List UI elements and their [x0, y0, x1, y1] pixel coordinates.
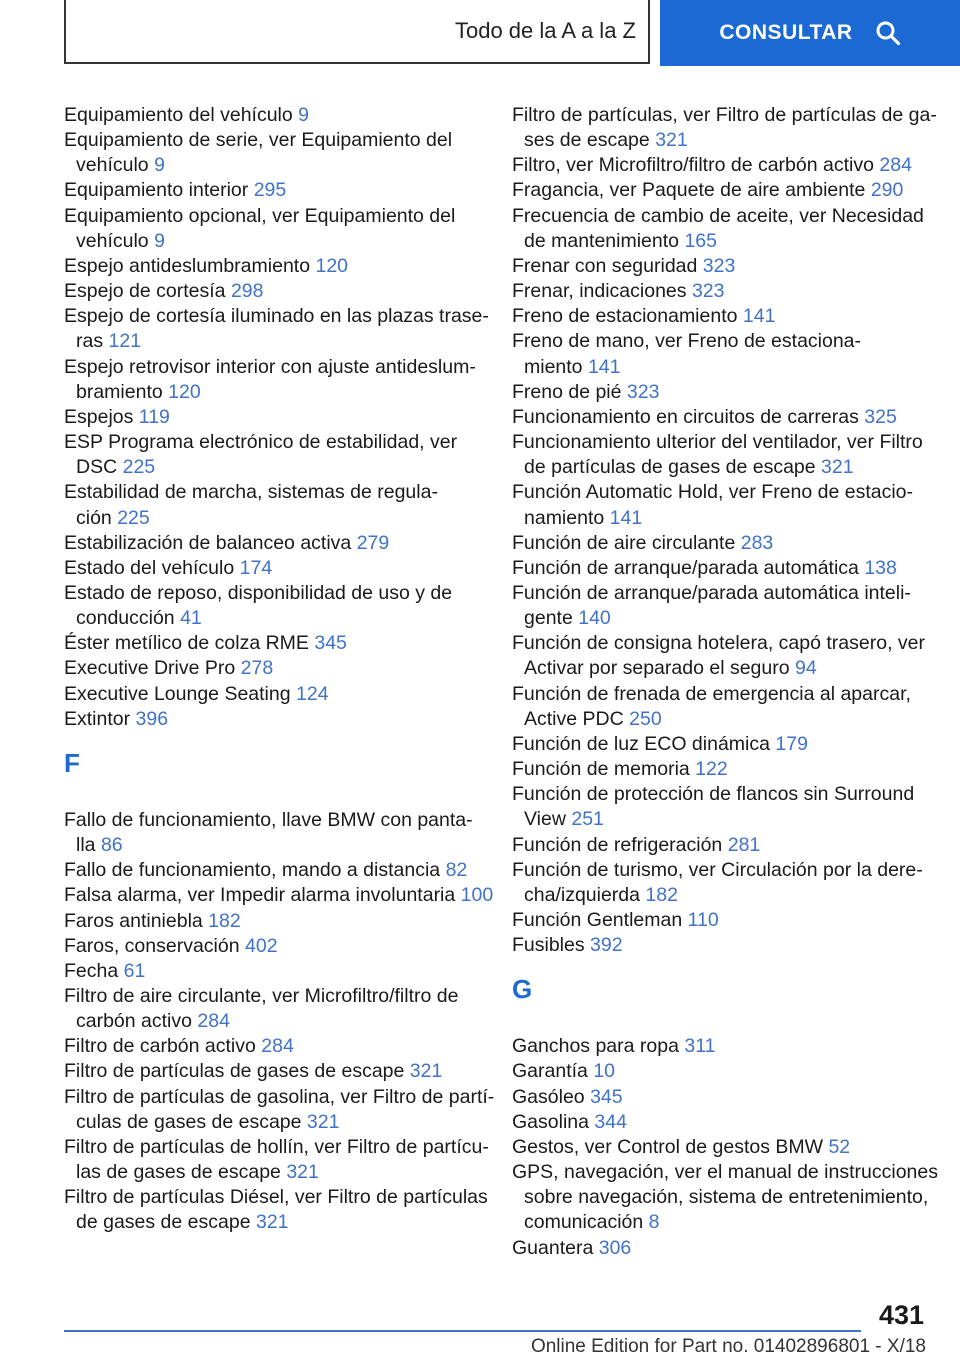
page-reference-link[interactable]: 290	[870, 179, 904, 202]
entry-term: Equipamiento interior	[64, 179, 249, 202]
entry-term: Estado del vehículo	[64, 556, 235, 579]
tab-consult-label: CONSULTAR	[719, 21, 853, 44]
entry-term: Espejo retrovisor interior con ajuste antideslum-	[64, 355, 476, 378]
index-entry	[64, 1135, 489, 1185]
entry-term: Función de memoria	[512, 758, 690, 781]
index-entry	[512, 329, 930, 379]
entry-term: Función de frenada de emergencia al aparcar,	[512, 682, 911, 705]
page-reference-link[interactable]: 174	[239, 556, 273, 579]
page-reference-link[interactable]: 179	[775, 732, 808, 755]
entry-continuation: conducción	[76, 607, 175, 630]
entry-term: Filtro de partículas de hollín, ver Filtro de partícu-	[64, 1135, 489, 1158]
entry-term: Espejo de cortesía iluminado en las plazas trase-	[64, 305, 489, 328]
entry-term: Ganchos para ropa	[512, 1035, 679, 1058]
page-reference-link[interactable]: 392	[590, 934, 623, 957]
entry-term: Faros antiniebla	[64, 909, 203, 932]
page-reference-link[interactable]: 120	[315, 254, 349, 277]
index-entry	[64, 883, 494, 908]
search-icon	[875, 20, 901, 46]
index-entry	[64, 581, 484, 631]
entry-continuation: ras	[76, 330, 104, 353]
entry-term: Estado de reposo, disponibilidad de uso y de	[64, 581, 453, 604]
page-reference-link[interactable]: 182	[208, 909, 241, 932]
entry-term: Función Gentleman	[512, 909, 683, 931]
entry-continuation: cha/izquierda	[524, 883, 640, 906]
page-reference-link[interactable]: 124	[296, 682, 329, 705]
entry-term: Espejos	[64, 405, 134, 428]
index-entry	[64, 128, 484, 178]
page-number: 431	[878, 1300, 924, 1330]
page-reference-link[interactable]: 284	[879, 154, 912, 177]
index-entry	[512, 1059, 930, 1084]
entry-continuation: View	[524, 808, 566, 831]
page-reference-link[interactable]: 41	[180, 607, 202, 630]
page-reference-link[interactable]: 61	[123, 959, 146, 982]
entry-term: Filtro de partículas de gases de escape	[64, 1060, 405, 1083]
entry-term: Gestos, ver Control de gestos BMW	[512, 1135, 824, 1158]
index-entry	[64, 204, 484, 254]
page-reference-link[interactable]: 321	[655, 129, 688, 152]
entry-term: Función de consigna hotelera, capó trasero, ver	[512, 632, 925, 655]
index-entry	[512, 304, 930, 329]
page-reference-link[interactable]: 295	[253, 179, 287, 202]
index-entry	[64, 984, 484, 1034]
page-reference-link[interactable]: 10	[593, 1060, 616, 1083]
entry-term: Freno de mano, ver Freno de estaciona-	[512, 330, 862, 353]
entry-term: Fallo de funcionamiento, llave BMW con panta-	[64, 808, 473, 831]
entry-continuation: de gases de escape	[76, 1211, 251, 1234]
index-entry	[512, 430, 930, 480]
page-reference-link[interactable]: 225	[122, 456, 156, 479]
entry-term: Filtro de aire circulante, ver Microfiltro/filtro de	[64, 985, 459, 1007]
entry-term: Función de turismo, ver Circulación por la dere-	[512, 858, 923, 881]
entry-continuation: Activar por separado el seguro	[524, 657, 790, 680]
page-reference-link[interactable]: 321	[255, 1211, 289, 1234]
entry-continuation: bramiento	[76, 380, 163, 403]
index-entry	[512, 153, 930, 178]
entry-term: Equipamiento opcional, ver Equipamiento del	[64, 204, 456, 227]
page-reference-link[interactable]: 284	[261, 1035, 294, 1058]
index-entry	[64, 254, 484, 279]
entry-continuation: carbón activo	[76, 1010, 192, 1033]
index-entry	[512, 254, 930, 279]
entry-continuation: vehículo	[76, 154, 149, 177]
page-reference-link[interactable]: 278	[240, 657, 274, 680]
entry-term: Espejo antideslumbramiento	[64, 254, 311, 277]
entry-continuation: culas de gases de escape	[76, 1110, 302, 1133]
entry-term: Función de protección de flancos sin Surround	[512, 783, 915, 806]
entry-continuation: ses de escape	[524, 129, 650, 152]
page-reference-link[interactable]: 52	[828, 1135, 851, 1158]
index-entry	[64, 682, 484, 707]
page-reference-link[interactable]: 321	[306, 1110, 340, 1133]
index-entry	[512, 757, 930, 782]
index-entry	[512, 908, 930, 933]
page-reference-link[interactable]: 86	[100, 834, 123, 857]
entry-continuation: las de gases de escape	[76, 1161, 281, 1184]
section-letter: G	[512, 974, 533, 1005]
entry-continuation: gente	[524, 607, 573, 630]
top-navigation	[0, 0, 960, 66]
index-entry	[64, 1085, 495, 1135]
entry-term: Función Automatic Hold, ver Freno de estacio-	[512, 481, 914, 504]
entry-term: Filtro de partículas Diésel, ver Filtro de partículas	[64, 1186, 488, 1209]
index-entry	[512, 480, 930, 530]
index-entry	[64, 656, 484, 681]
entry-continuation: vehículo	[76, 229, 149, 252]
page-reference-link[interactable]: 323	[691, 280, 725, 303]
entry-term: Garantía	[512, 1060, 588, 1083]
page-reference-link[interactable]: 325	[864, 405, 897, 428]
page-reference-link[interactable]: 165	[684, 229, 717, 252]
page-reference-link[interactable]: 141	[587, 355, 621, 378]
index-entry	[512, 405, 930, 430]
entry-term: Estabilización de balanceo activa	[64, 531, 352, 554]
page-reference-link[interactable]: 306	[598, 1236, 632, 1259]
entry-term: Guantera	[512, 1236, 594, 1259]
page-reference-link[interactable]: 344	[594, 1110, 627, 1133]
entry-continuation: DSC	[76, 456, 118, 479]
entry-continuation: de partículas de gases de escape	[524, 456, 816, 479]
page-reference-link[interactable]: 138	[864, 556, 897, 579]
page-reference-link[interactable]: 321	[409, 1060, 443, 1083]
tab-index-label: Todo de la A a la Z	[454, 18, 636, 43]
index-entry	[64, 556, 484, 581]
entry-term: Filtro de partículas de gasolina, ver Filtro de partí-	[64, 1085, 495, 1108]
index-entry	[512, 782, 930, 832]
page-reference-link[interactable]: 225	[117, 506, 150, 529]
page-reference-link[interactable]: 82	[445, 859, 468, 882]
entry-term: Frenar, indicaciones	[512, 280, 687, 303]
entry-term: Extintor	[64, 707, 131, 730]
entry-term: Fecha	[64, 959, 119, 982]
index-entry	[64, 858, 484, 883]
page-reference-link[interactable]: 141	[742, 305, 776, 328]
index-entry	[64, 304, 489, 354]
index-entry	[64, 1059, 484, 1084]
page-reference-link[interactable]: 321	[286, 1161, 319, 1184]
entry-term: Equipamiento de serie, ver Equipamiento del	[64, 129, 453, 152]
page-reference-link[interactable]: 9	[154, 229, 165, 252]
index-entry	[64, 178, 484, 203]
index-entry	[512, 1110, 930, 1135]
index-entry	[512, 833, 930, 858]
page-reference-link[interactable]: 100	[460, 884, 494, 907]
page-reference-link[interactable]: 9	[154, 154, 165, 177]
page-reference-link[interactable]: 141	[609, 506, 643, 529]
index-entry	[512, 631, 930, 681]
index-entry	[64, 959, 484, 984]
entry-term: Función de aire circulante	[512, 531, 736, 554]
page-reference-link[interactable]: 345	[314, 632, 347, 655]
index-entry	[64, 631, 484, 656]
footer-edition: Online Edition for Part no. 01402896801 - X/18	[530, 1336, 926, 1357]
index-column-right	[512, 103, 938, 1261]
index-entry	[512, 1236, 930, 1261]
entry-continuation: comunicación	[524, 1211, 644, 1234]
index-entry	[512, 204, 930, 254]
tab-consult[interactable]	[660, 0, 960, 66]
index-entry	[512, 682, 930, 732]
index-entry	[512, 1160, 938, 1235]
index-entry	[64, 103, 484, 128]
page-reference-link[interactable]: 9	[298, 104, 310, 126]
entry-continuation: lla	[76, 834, 96, 857]
entry-continuation: sobre navegación, sistema de entretenimiento,	[524, 1186, 929, 1209]
index-entry	[64, 808, 484, 858]
index-entry	[64, 707, 484, 732]
entry-term: Freno de pié	[512, 380, 622, 403]
index-entry	[64, 1185, 488, 1235]
index-entry	[512, 1034, 930, 1059]
page-reference-link[interactable]: 281	[727, 833, 761, 856]
index-entry	[512, 581, 930, 631]
entry-term: Función de refrigeración	[512, 833, 723, 856]
page-reference-link[interactable]: 110	[687, 909, 719, 931]
index-entry	[64, 1034, 484, 1059]
entry-term: Executive Lounge Seating	[64, 682, 291, 705]
index-entry	[64, 430, 484, 480]
entry-term: Filtro, ver Microfiltro/filtro de carbón activo	[512, 154, 874, 177]
entry-term: GPS, navegación, ver el manual de instrucciones	[512, 1161, 938, 1184]
index-entry	[512, 531, 930, 556]
page-reference-link[interactable]: 402	[245, 934, 278, 957]
entry-term: Función de arranque/parada automática inteli-	[512, 581, 911, 604]
entry-term: Freno de estacionamiento	[512, 305, 738, 328]
page-reference-link[interactable]: 122	[695, 758, 728, 781]
entry-term: Filtro de carbón activo	[64, 1035, 256, 1058]
entry-term: Gasóleo	[512, 1085, 585, 1108]
entry-term: Falsa alarma, ver Impedir alarma involuntaria	[64, 884, 456, 907]
entry-term: Función de arranque/parada automática	[512, 556, 859, 579]
page-reference-link[interactable]: 284	[197, 1010, 230, 1033]
page-reference-link[interactable]: 283	[740, 531, 774, 554]
index-entry	[512, 732, 930, 757]
index-entry	[512, 556, 930, 581]
entry-term: Gasolina	[512, 1110, 589, 1133]
entry-term: Fallo de funcionamiento, mando a distancia	[64, 859, 441, 882]
entry-term: Fragancia, ver Paquete de aire ambiente	[512, 179, 866, 202]
page-reference-link[interactable]: 121	[108, 330, 142, 353]
page-reference-link[interactable]: 119	[138, 405, 170, 428]
tab-index-a-z[interactable]	[64, 0, 650, 64]
index-entry	[512, 858, 930, 908]
entry-term: Funcionamiento ulterior del ventilador, ver Filtro	[512, 431, 923, 454]
index-entry	[512, 178, 930, 203]
index-entry	[64, 909, 484, 934]
entry-term: Funcionamiento en circuitos de carreras	[512, 405, 859, 428]
entry-continuation: Active PDC	[524, 707, 624, 730]
index-entry	[64, 355, 484, 405]
index-entry	[64, 480, 484, 530]
index-column-left	[64, 103, 495, 1236]
page-reference-link[interactable]: 140	[578, 607, 611, 630]
page-reference-link[interactable]: 94	[795, 657, 817, 680]
index-entry	[64, 279, 484, 304]
page-reference-link[interactable]: 251	[571, 808, 604, 831]
entry-term: Fusibles	[512, 934, 585, 957]
entry-continuation: de mantenimiento	[524, 229, 680, 252]
entry-term: Función de luz ECO dinámica	[512, 732, 770, 755]
page-reference-link[interactable]: 120	[168, 380, 201, 403]
index-entry	[512, 1135, 930, 1160]
page-reference-link[interactable]: 250	[629, 707, 662, 730]
footer-divider	[64, 1330, 861, 1332]
page-reference-link[interactable]: 298	[230, 280, 264, 303]
entry-term: Frenar con seguridad	[512, 254, 698, 277]
entry-term: Espejo de cortesía	[64, 280, 226, 303]
entry-term: Executive Drive Pro	[64, 657, 236, 680]
entry-term: Éster metílico de colza RME	[64, 632, 309, 655]
index-entry	[512, 279, 930, 304]
page-reference-link[interactable]: 323	[626, 380, 660, 403]
page-reference-link[interactable]: 345	[590, 1085, 623, 1108]
entry-continuation: namiento	[524, 506, 605, 529]
page-reference-link[interactable]: 396	[135, 707, 169, 730]
index-entry	[64, 405, 484, 430]
entry-term: ESP Programa electrónico de estabilidad, ver	[64, 431, 458, 454]
entry-continuation: miento	[524, 355, 583, 378]
page-reference-link[interactable]: 311	[684, 1035, 716, 1058]
entry-term: Equipamiento del vehículo	[64, 104, 293, 126]
index-entry	[512, 1085, 930, 1110]
index-entry	[512, 103, 937, 153]
entry-continuation: ción	[76, 506, 112, 529]
entry-term: Filtro de partículas, ver Filtro de partículas de ga-	[512, 104, 937, 126]
section-letter: F	[64, 747, 80, 778]
index-entry	[64, 531, 484, 556]
entry-term: Faros, conservación	[64, 934, 240, 957]
index-entry	[64, 934, 484, 959]
entry-term: Frecuencia de cambio de aceite, ver Necesidad	[512, 204, 924, 227]
entry-term: Estabilidad de marcha, sistemas de regula-	[64, 481, 438, 504]
page-reference-link[interactable]: 279	[356, 531, 390, 554]
index-entry	[512, 933, 930, 958]
index-entry	[512, 380, 930, 405]
page-reference-link[interactable]: 323	[702, 254, 736, 277]
page-reference-link[interactable]: 8	[648, 1211, 660, 1234]
page-reference-link[interactable]: 321	[821, 456, 854, 479]
page-reference-link[interactable]: 182	[645, 883, 678, 906]
